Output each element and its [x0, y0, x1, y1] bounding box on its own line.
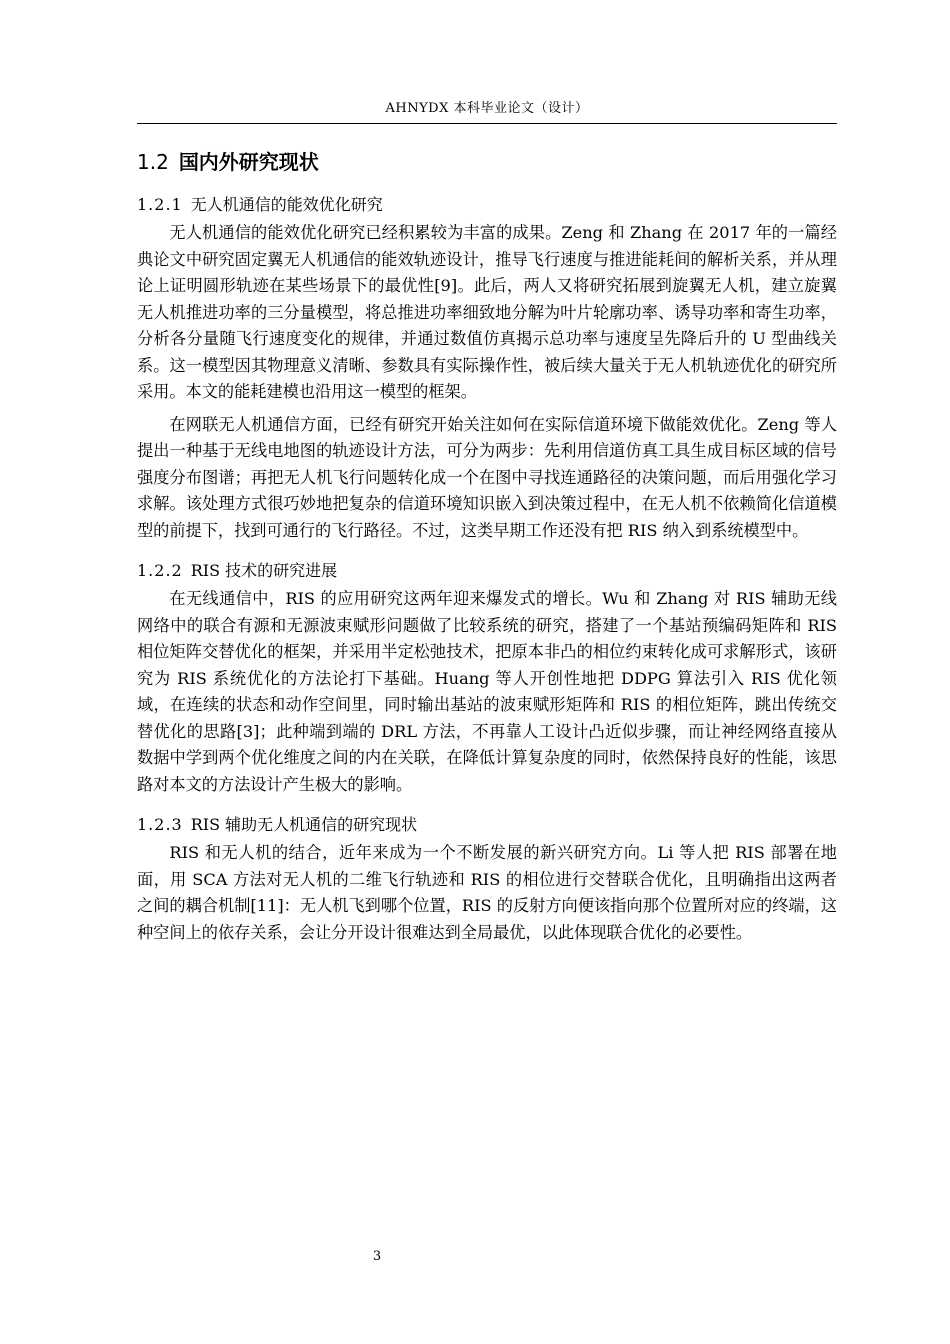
- body-paragraph: 在无线通信中，RIS 的应用研究这两年迎来爆发式的增长。Wu 和 Zhang 对 RIS 辅助无线网络中的联合有源和无源波束赋形问题做了比较系统的研究，搭建了一个基站预编码矩阵和 RIS 相位矩阵交替优化的框架，并采用半定松弛技术，把原本非凸的相位约束转化成可求解形式，该研究为 RIS 系统优化的方法论打下基础。Huang 等人开创性地把 DDPG 算法引入 RIS 优化领域，在连续的状态和动作空间里，同时输出基站的波束赋形矩阵和 RIS 的相位矩阵，跳出传统交替优化的思路[3]；此种端到端的 DRL 方法，不再靠人工设计凸近似步骤，而让神经网络直接从数据中学到两个优化维度之间的内在关联，在降低计算复杂度的同时，依然保持良好的性能，该思路对本文的方法设计产生极大的影响。: [137, 589, 837, 794]
- running-header: AHNYDX 本科毕业论文（设计）: [385, 101, 589, 116]
- subsection-title: RIS 辅助无人机通信的研究现状: [190, 815, 418, 834]
- header-rule: [137, 123, 837, 124]
- body-paragraph: 无人机通信的能效优化研究已经积累较为丰富的成果。Zeng 和 Zhang 在 2017 年的一篇经典论文中研究固定翼无人机通信的能效轨迹设计，推导飞行速度与推进能耗间的解析关系，并从理论上证明圆形轨迹在某些场景下的最优性[9]。此后，两人又将研究拓展到旋翼无人机，建立旋翼无人机推进功率的三分量模型，将总推进功率细致地分解为叶片轮廓功率、诱导功率和寄生功率，分析各分量随飞行速度变化的规律，并通过数值仿真揭示总功率与速度呈先降后升的 U 型曲线关系。这一模型因其物理意义清晰、参数具有实际操作性，被后续大量关于无人机轨迹优化的研究所采用。本文的能耗建模也沿用这一模型的框架。: [137, 223, 837, 401]
- subsection-heading-ris-uav: [137, 812, 837, 838]
- section-title: 国内外研究现状: [178, 150, 319, 174]
- subsection-number: 1.2.1: [137, 195, 183, 214]
- subsection-title: RIS 技术的研究进展: [190, 561, 338, 580]
- section-number: 1.2: [137, 150, 169, 174]
- page-content: [137, 146, 837, 946]
- body-paragraph: 在网联无人机通信方面，已经有研究开始关注如何在实际信道环境下做能效优化。Zeng 等人提出一种基于无线电地图的轨迹设计方法，可分为两步：先利用信道仿真工具生成目标区域的信号强度分布图谱；再把无人机飞行问题转化成一个在图中寻找连通路径的决策问题，而后用强化学习求解。该处理方式很巧妙地把复杂的信道环境知识嵌入到决策过程中，在无人机不依赖简化信道模型的前提下，找到可通行的飞行路径。不过，这类早期工作还没有把 RIS 纳入到系统模型中。: [137, 414, 837, 540]
- body-paragraph: RIS 和无人机的结合，近年来成为一个不断发展的新兴研究方向。Li 等人把 RIS 部署在地面，用 SCA 方法对无人机的二维飞行轨迹和 RIS 的相位进行交替联合优化，且明确指出这两者之间的耦合机制[11]：无人机飞到哪个位置，RIS 的反射方向便该指向那个位置所对应的终端，这种空间上的依存关系，会让分开设计很难达到全局最优，以此体现联合优化的必要性。: [137, 843, 837, 942]
- subsection-number: 1.2.3: [137, 815, 183, 834]
- subsection-title: 无人机通信的能效优化研究: [190, 195, 383, 214]
- page-number: 3: [372, 1249, 382, 1264]
- section-heading: [137, 146, 837, 178]
- subsection-number: 1.2.2: [137, 561, 183, 580]
- subsection-heading-ris-progress: [137, 558, 837, 584]
- subsection-heading-energy-efficiency: [137, 192, 837, 218]
